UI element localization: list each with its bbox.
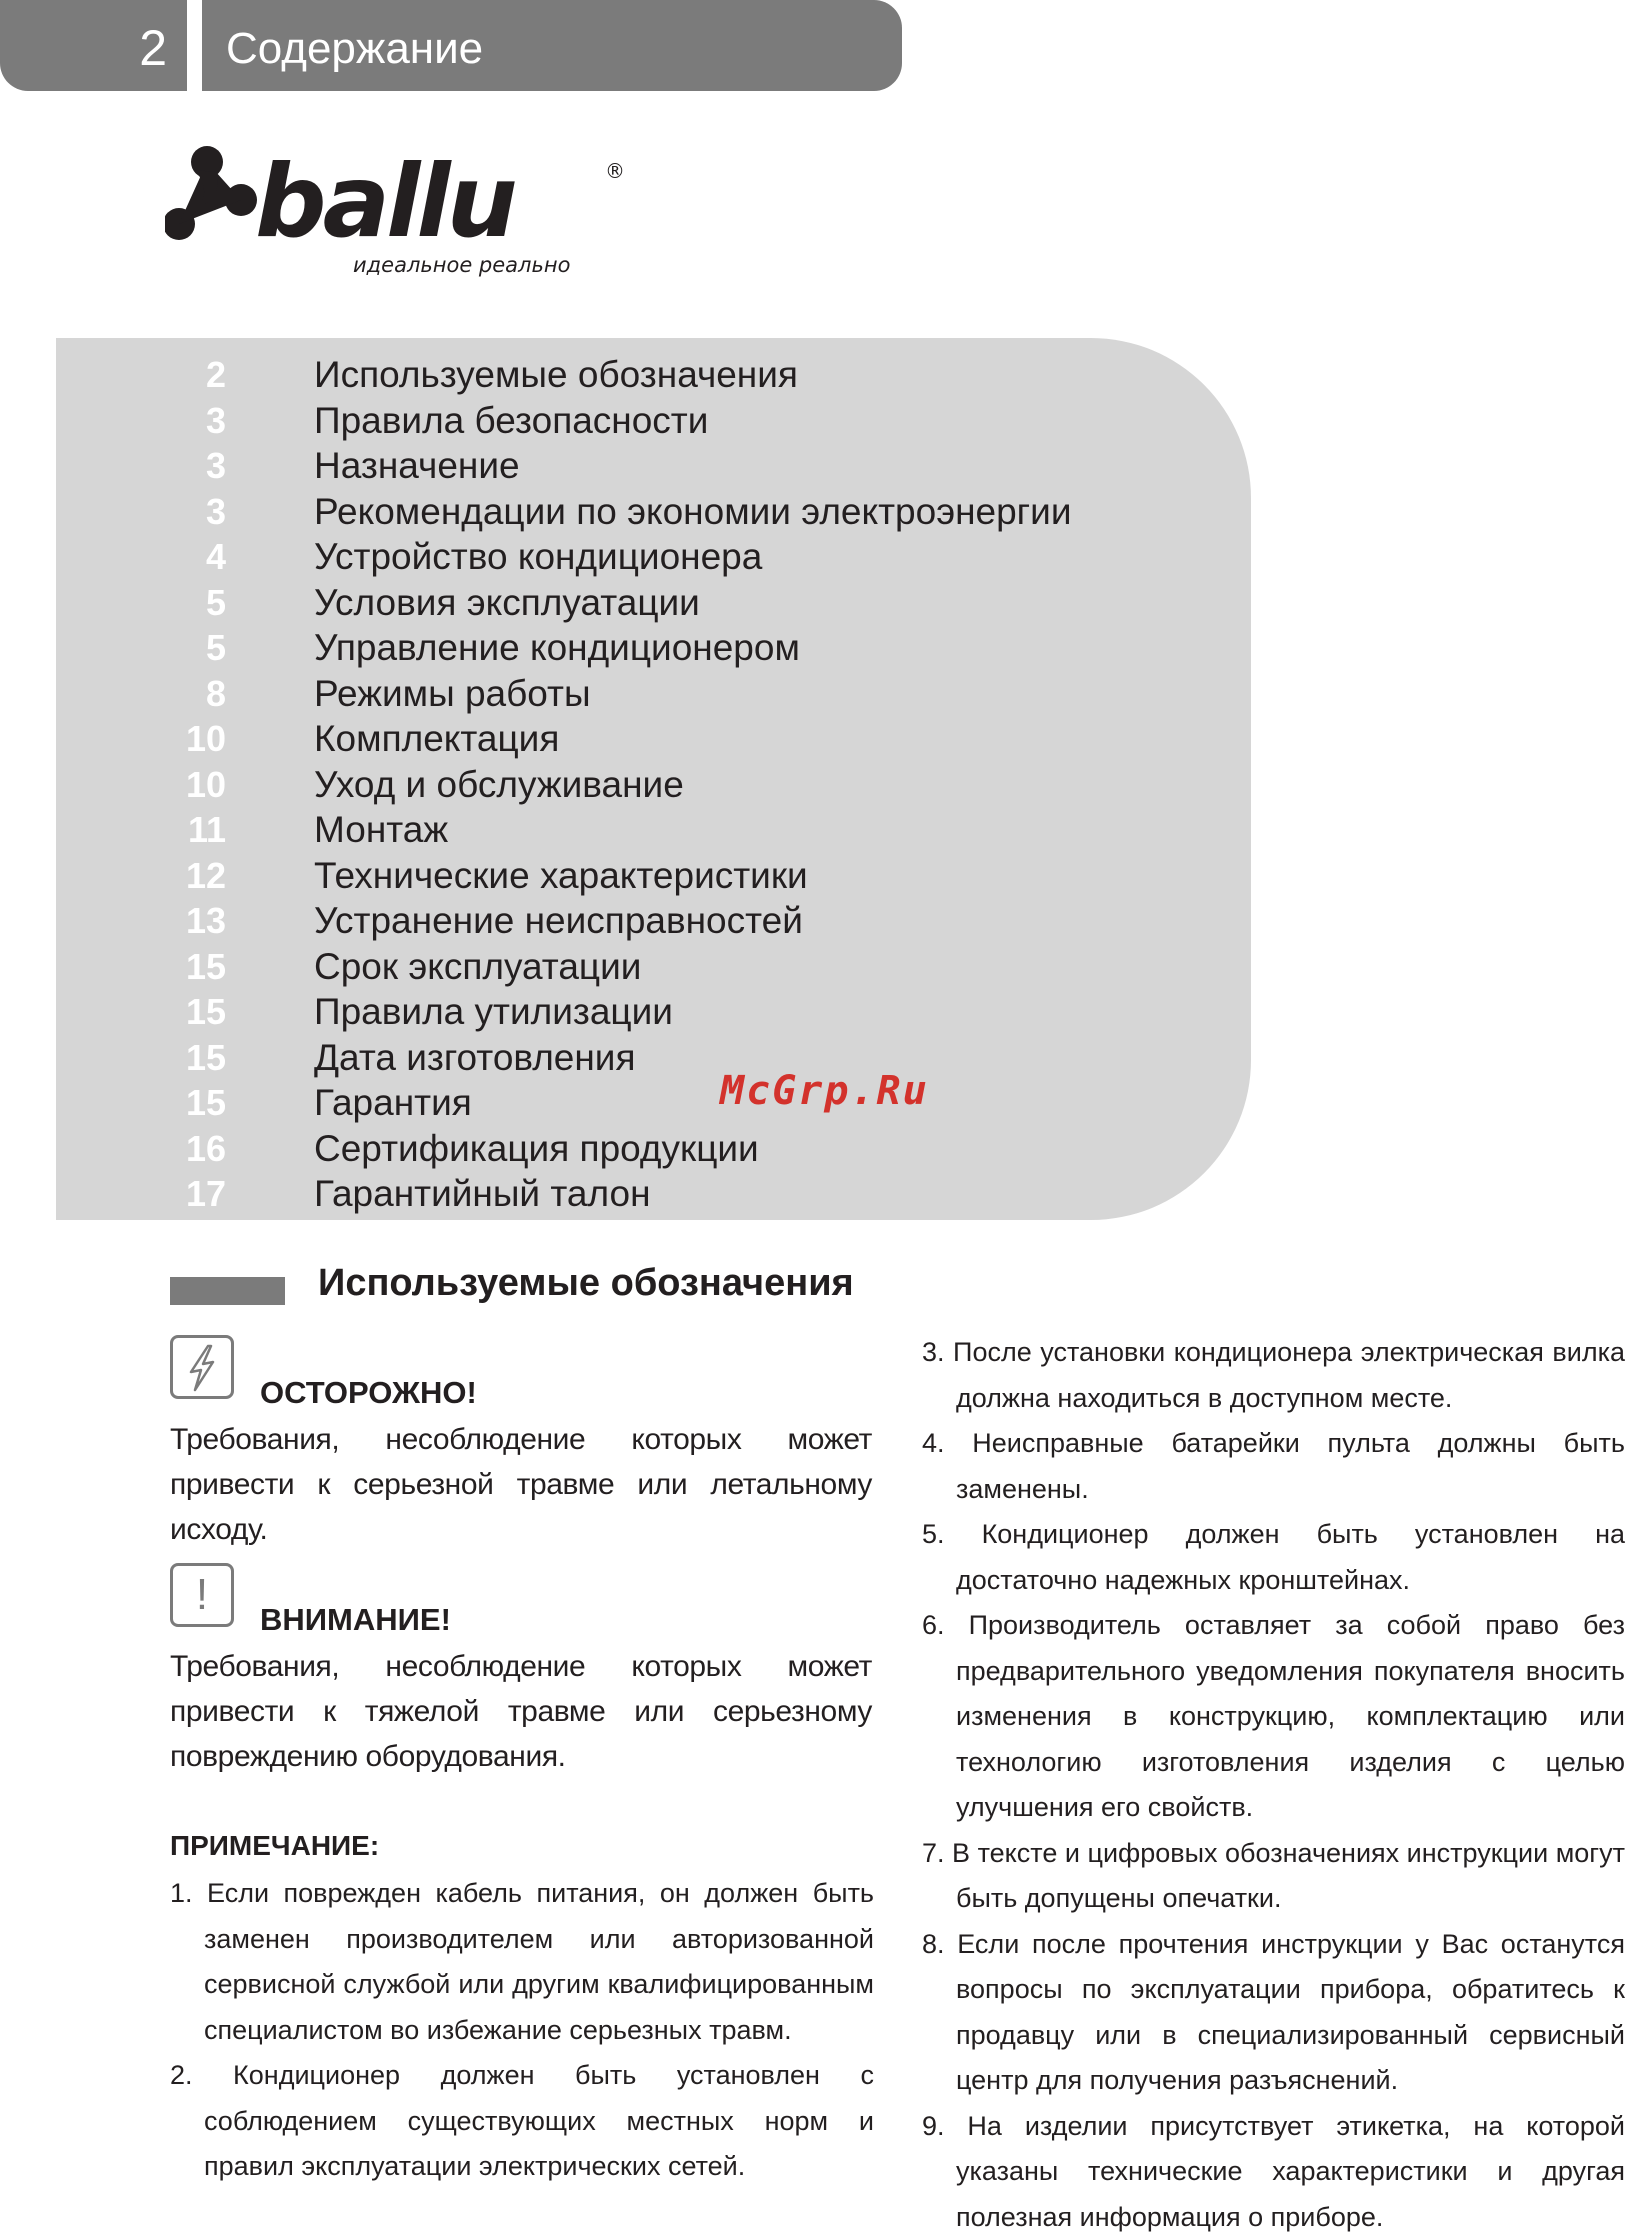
toc-title: Срок эксплуатации	[314, 944, 641, 990]
page-number: 2	[0, 0, 187, 91]
toc-title: Рекомендации по экономии электроэнергии	[314, 489, 1072, 535]
note-item: 5. Кондиционер должен быть установлен на достаточно надежных кронштейнах.	[922, 1512, 1625, 1603]
toc-entry	[56, 807, 1251, 853]
toc-entry	[56, 1080, 1251, 1126]
logo-tagline: идеальное реально	[353, 253, 570, 277]
note-item: 3. После установки кондиционера электрическая вилка должна находиться в доступном месте.	[922, 1330, 1625, 1421]
note-item: 8. Если после прочтения инструкции у Вас останутся вопросы по эксплуатации прибора, обратитесь к продавцу или в специализированный сервисный центр для получения разъяснений.	[922, 1922, 1625, 2104]
toc-page-number: 3	[56, 398, 226, 444]
logo-registered: ®	[605, 159, 625, 183]
toc-entry	[56, 1171, 1251, 1217]
toc-page-number: 11	[56, 807, 226, 853]
notes-list-left	[170, 1871, 874, 2190]
toc-entry	[56, 1126, 1251, 1172]
note-item: 2. Кондиционер должен быть установлен с соблюдением существующих местных норм и правил эксплуатации электрических сетей.	[170, 2053, 874, 2190]
toc-title: Сертификация продукции	[314, 1126, 759, 1172]
toc-title: Технические характеристики	[314, 853, 808, 899]
toc-title: Дата изготовления	[314, 1035, 636, 1081]
toc-entry	[56, 989, 1251, 1035]
note-item: 6. Производитель оставляет за собой право без предварительного уведомления покупателя вносить изменения в конструкцию, комплектацию или технологию изготовления изделия с целью улучшения его свойств.	[922, 1603, 1625, 1831]
toc-page-number: 3	[56, 489, 226, 535]
toc-page-number: 5	[56, 580, 226, 626]
section-marker	[170, 1277, 285, 1305]
toc-title: Устранение неисправностей	[314, 898, 803, 944]
lightning-warning-icon	[170, 1335, 234, 1399]
toc-entry	[56, 580, 1251, 626]
ballu-logo-mark-icon	[165, 140, 635, 280]
toc-page-number: 15	[56, 944, 226, 990]
toc-page-number: 12	[56, 853, 226, 899]
toc-page-number: 15	[56, 1080, 226, 1126]
toc-entry	[56, 398, 1251, 444]
exclamation-icon: !	[170, 1563, 234, 1627]
toc-title: Устройство кондиционера	[314, 534, 762, 580]
note-item: 9. На изделии присутствует этикетка, на которой указаны технические характеристики и другая полезная информация о приборе.	[922, 2104, 1625, 2240]
toc-title: Гарантийный талон	[314, 1171, 651, 1217]
toc-title: Условия эксплуатации	[314, 580, 700, 626]
toc-page-number: 10	[56, 716, 226, 762]
toc-entry	[56, 352, 1251, 398]
toc-entry	[56, 898, 1251, 944]
toc-page-number: 16	[56, 1126, 226, 1172]
toc-entry	[56, 443, 1251, 489]
caution-text: Требования, несоблюдение которых может привести к серьезной травме или летальному исходу.	[170, 1417, 872, 1552]
toc-entry	[56, 625, 1251, 671]
toc-page-number: 13	[56, 898, 226, 944]
caution-label: ОСТОРОЖНО!	[260, 1375, 477, 1411]
toc-page-number: 17	[56, 1171, 226, 1217]
toc-entry	[56, 762, 1251, 808]
toc-entry	[56, 1035, 1251, 1081]
toc-title: Управление кондиционером	[314, 625, 800, 671]
toc-page-number: 4	[56, 534, 226, 580]
toc-title: Комплектация	[314, 716, 559, 762]
attention-label: ВНИМАНИЕ!	[260, 1602, 451, 1638]
toc-title: Уход и обслуживание	[314, 762, 684, 808]
toc-entry	[56, 944, 1251, 990]
toc-title: Используемые обозначения	[314, 352, 798, 398]
toc-page-number: 15	[56, 1035, 226, 1081]
toc-page-number: 2	[56, 352, 226, 398]
table-of-contents	[56, 338, 1251, 1220]
toc-entry	[56, 716, 1251, 762]
note-item: 1. Если поврежден кабель питания, он должен быть заменен производителем или авторизованной сервисной службой или другим квалифицированным специалистом во избежание серьезных травм.	[170, 1871, 874, 2053]
toc-title: Назначение	[314, 443, 520, 489]
note-label: ПРИМЕЧАНИЕ:	[170, 1830, 379, 1862]
notes-list-right	[922, 1330, 1625, 2240]
note-item: 7. В тексте и цифровых обозначениях инструкции могут быть допущены опечатки.	[922, 1831, 1625, 1922]
toc-page-number: 3	[56, 443, 226, 489]
toc-title: Правила утилизации	[314, 989, 673, 1035]
logo-brand: ballu	[255, 143, 516, 260]
ballu-logo	[165, 140, 635, 280]
toc-entry	[56, 534, 1251, 580]
page-title: Содержание	[202, 0, 902, 91]
toc-title: Гарантия	[314, 1080, 472, 1126]
toc-page-number: 10	[56, 762, 226, 808]
section-title: Используемые обозначения	[318, 1262, 854, 1305]
toc-title: Правила безопасности	[314, 398, 708, 444]
toc-entry	[56, 671, 1251, 717]
watermark: McGrp.Ru	[720, 1068, 929, 1114]
toc-page-number: 5	[56, 625, 226, 671]
toc-page-number: 8	[56, 671, 226, 717]
toc-title: Режимы работы	[314, 671, 591, 717]
toc-entry	[56, 489, 1251, 535]
attention-text: Требования, несоблюдение которых может привести к тяжелой травме или серьезному повреждению оборудования.	[170, 1644, 872, 1779]
toc-page-number: 15	[56, 989, 226, 1035]
toc-entry	[56, 853, 1251, 899]
note-item: 4. Неисправные батарейки пульта должны быть заменены.	[922, 1421, 1625, 1512]
toc-title: Монтаж	[314, 807, 448, 853]
